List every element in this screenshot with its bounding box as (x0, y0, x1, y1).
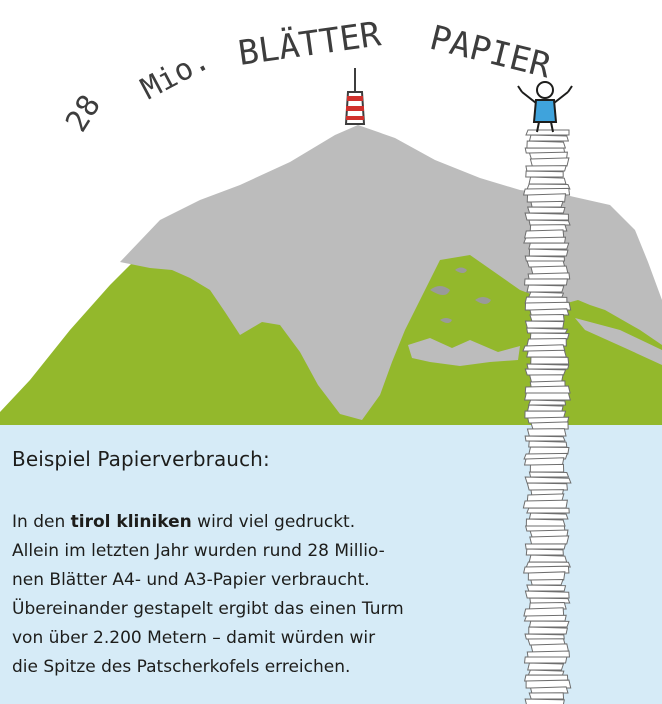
transmitter-tower-icon (346, 68, 364, 124)
paper-sheet-band (524, 608, 564, 616)
paper-sheet-band (525, 256, 564, 261)
paper-sheet-band (527, 651, 569, 657)
paper-sheet-band (525, 699, 564, 704)
paper-sheet-band (525, 436, 565, 441)
cheering-person-icon (518, 82, 572, 132)
paper-sheet-band (529, 135, 568, 141)
paper-sheet-band (526, 549, 563, 555)
paper-sheet-band (528, 273, 570, 279)
organisation-name: tirol kliniken (70, 512, 192, 532)
paper-sheet-band (529, 621, 568, 627)
paper-sheet-band (531, 687, 568, 693)
paper-sheet-band (529, 627, 568, 634)
paper-sheet-band (527, 429, 566, 436)
paper-sheet-band (530, 536, 569, 544)
paper-sheet-band (527, 194, 565, 202)
paper-sheet-band (525, 279, 568, 285)
body-line-2: Allein im letzten Jahr wurden rund 28 Millio- (12, 541, 385, 561)
paper-sheet-band (526, 519, 565, 526)
headline-unit: Mio. (135, 42, 216, 108)
paper-sheet-band (527, 350, 566, 357)
paper-sheet-band (531, 357, 569, 364)
paper-sheet-band (525, 458, 564, 465)
paper-sheet-band (527, 585, 566, 591)
paper-sheet-band (531, 201, 563, 207)
paper-sheet-band (531, 580, 563, 585)
paper-sheet-band (525, 591, 569, 598)
paper-sheet-band (523, 500, 567, 508)
paper-sheet-band (527, 328, 568, 333)
paper-sheet-band (529, 693, 563, 699)
paper-sheet-band (527, 364, 569, 369)
paper-sheet-band (525, 544, 565, 549)
body-line-6: die Spitze des Patscherkofels erreichen. (12, 657, 351, 677)
paper-sheet-band (525, 393, 571, 400)
paper-stack-icon (523, 130, 571, 704)
paper-sheet-band (528, 663, 564, 670)
paper-sheet-band (525, 477, 571, 483)
paper-sheet-band (529, 555, 566, 562)
info-heading: Beispiel Papierverbrauch: (12, 447, 270, 471)
paper-sheet-band (529, 400, 566, 405)
headline-sheets: BLÄTTER (235, 14, 384, 74)
body-line-3: nen Blätter A4- und A3-Papier verbraucht. (12, 570, 370, 590)
paper-sheet-band (527, 141, 565, 148)
paper-sheet-band (524, 237, 566, 243)
body-line-1-start: In den (12, 512, 71, 532)
paper-sheet-band (529, 441, 567, 447)
paper-sheet-band (525, 634, 564, 639)
paper-sheet-band (525, 369, 565, 375)
paper-sheet-band (529, 472, 568, 477)
paper-sheet-band (527, 285, 564, 292)
paper-sheet-band (525, 657, 567, 663)
paper-sheet-band (528, 405, 563, 411)
body-line-5: von über 2.200 Metern – damit würden wir (12, 628, 376, 648)
paper-sheet-band (526, 130, 569, 135)
paper-sheet-band (528, 207, 565, 213)
paper-sheet-band (529, 249, 568, 256)
headline (59, 14, 555, 138)
paper-sheet-band (530, 158, 569, 166)
headline-number: 28 (59, 89, 108, 139)
paper-sheet-band (525, 321, 563, 328)
paper-sheet-band (529, 292, 564, 297)
paper-sheet-band (529, 177, 566, 184)
paper-sheet-band (527, 483, 567, 490)
paper-sheet-band (525, 386, 570, 393)
headline-paper: PAPIER (425, 17, 555, 87)
paper-sheet-band (528, 572, 565, 580)
paper-sheet-band (529, 513, 568, 519)
paper-sheet-band (531, 422, 568, 429)
body-line-1-end: wird viel gedruckt. (191, 512, 356, 532)
paper-sheet-band (526, 166, 566, 171)
paper-sheet-band (530, 464, 563, 472)
paper-sheet-band (529, 243, 569, 249)
paper-sheet-band (527, 508, 569, 513)
paper-sheet-band (528, 670, 563, 675)
paper-sheet-band (526, 171, 563, 177)
body-line-4: Übereinander gestapelt ergibt das einen Turm (12, 599, 404, 619)
paper-sheet-band (525, 615, 567, 621)
paper-sheet-band (525, 213, 568, 220)
paper-sheet-band (530, 315, 564, 321)
